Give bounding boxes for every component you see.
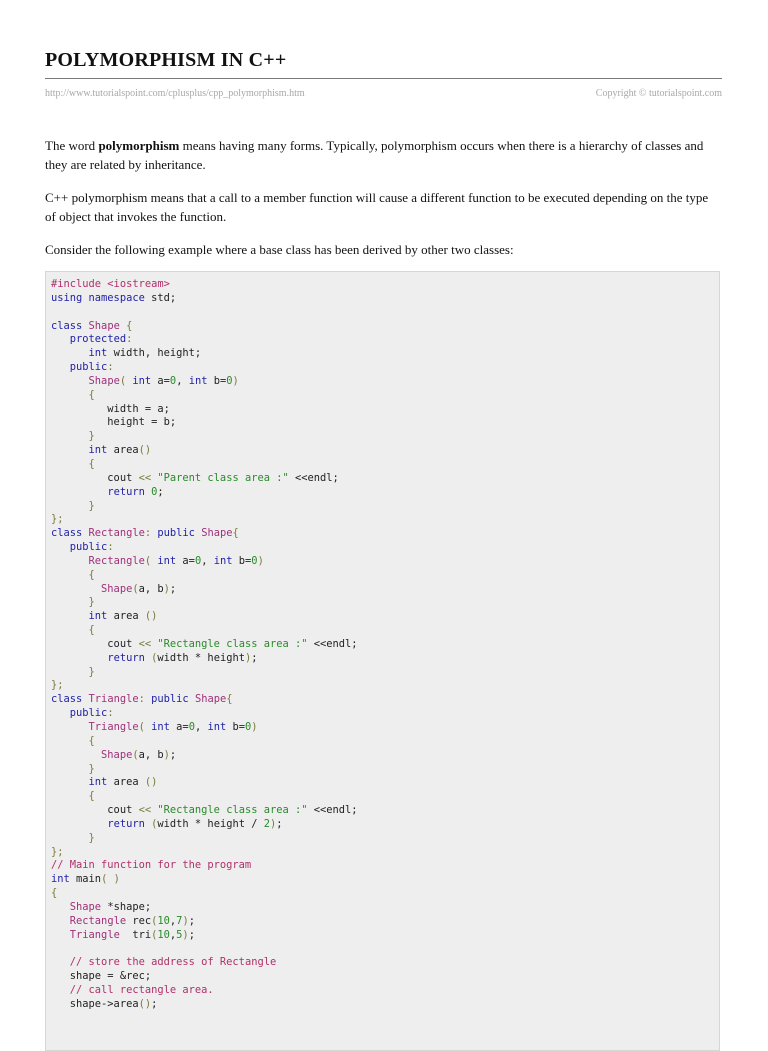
code-token [51, 430, 89, 442]
code-token: ( [101, 873, 108, 886]
code-token: () [144, 610, 158, 623]
code-token: width * height / [157, 817, 264, 830]
code-line [51, 513, 719, 527]
code-token: #include <iostream> [51, 278, 170, 290]
code-token: int [157, 554, 177, 567]
code-token: ; [151, 997, 158, 1010]
intro-text-after: means having many forms. Typically, polymorphism occurs when there is a hierarchy of classes and they are related by inheritance. [45, 138, 704, 172]
code-line [51, 915, 719, 929]
code-line [51, 652, 719, 666]
code-token: 0 [251, 554, 258, 567]
code-token: ) [251, 721, 258, 733]
code-token: protected [69, 333, 127, 346]
code-line [51, 763, 719, 777]
code-line [51, 846, 719, 860]
code-token: Triangle [88, 721, 139, 733]
code-token: } [88, 430, 95, 443]
code-line [51, 735, 719, 749]
code-token: int [88, 444, 108, 457]
code-line [51, 347, 719, 361]
code-token: , [169, 914, 177, 927]
code-token: rec [126, 914, 152, 927]
page-title: POLYMORPHISM IN C++ [45, 49, 287, 71]
code-token: 0 [169, 374, 177, 387]
code-line [51, 527, 719, 541]
code-token: ) [244, 651, 252, 664]
code-token: 0 [194, 554, 202, 567]
code-token: { [232, 527, 239, 540]
code-line [51, 943, 719, 957]
code-token: () [144, 776, 158, 789]
code-token: "Rectangle class area :" [157, 637, 308, 650]
code-token: cout [51, 804, 139, 817]
code-token: // call rectangle area. [69, 984, 214, 997]
code-token [51, 707, 70, 719]
code-line [51, 721, 719, 735]
code-token: shape->area [51, 997, 139, 1010]
code-token: Shape [194, 693, 227, 706]
code-token [51, 541, 70, 553]
code-line [51, 610, 719, 624]
code-token: ) [163, 582, 170, 595]
code-token: : [144, 527, 152, 540]
code-line [51, 929, 719, 943]
code-token: } [88, 499, 95, 512]
code-token: 0 [188, 721, 195, 733]
code-token: Rectangle [69, 914, 127, 927]
code-token: int [88, 610, 108, 623]
code-token: ; [169, 582, 177, 595]
code-token: *shape; [101, 900, 152, 913]
code-token: int [188, 374, 208, 387]
code-token [51, 776, 89, 788]
code-token [51, 763, 89, 775]
code-token [51, 458, 89, 470]
code-token: ; [169, 748, 177, 761]
source-url[interactable]: http://www.tutorialspoint.com/cplusplus/cpp_polymorphism.htm [45, 88, 305, 99]
code-token [51, 956, 70, 968]
code-line [51, 679, 719, 693]
code-token [51, 347, 89, 359]
code-token: , [194, 721, 208, 733]
code-token: <<endl; [307, 637, 358, 650]
code-token: ( [151, 817, 158, 830]
example-intro-paragraph: Consider the following example where a base class has been derived by other two classes: [45, 242, 514, 257]
code-token: { [88, 568, 95, 581]
code-token: ( [151, 928, 158, 941]
code-token: width * height [157, 651, 245, 664]
code-token: { [51, 887, 58, 900]
code-token: main [69, 873, 102, 886]
code-token: width = a; [51, 402, 170, 415]
code-token: a= [176, 554, 195, 567]
code-line [51, 583, 719, 597]
intro-text-before: The word [45, 138, 99, 153]
code-token: cout [51, 471, 139, 484]
code-token: , [201, 554, 214, 567]
code-token: }; [51, 513, 64, 526]
code-token: int [88, 347, 108, 360]
code-token: ( [132, 582, 139, 595]
code-token [51, 666, 89, 678]
code-token: : [107, 361, 114, 374]
code-line [51, 776, 719, 790]
code-token: Shape [88, 374, 120, 387]
code-token: ; [157, 485, 164, 498]
code-block [45, 271, 720, 1051]
code-line [51, 486, 719, 500]
intro-paragraph [45, 136, 722, 174]
code-token: { [88, 624, 95, 637]
code-token [51, 790, 89, 802]
code-token [51, 901, 70, 913]
code-token: Triangle [88, 693, 139, 706]
code-token: ; [251, 651, 258, 664]
code-token: // Main function for the program [51, 859, 252, 872]
code-token: << [138, 471, 152, 484]
code-token: : [107, 707, 114, 720]
code-token: { [88, 790, 95, 803]
code-line [51, 790, 719, 804]
code-token: , [176, 374, 189, 387]
code-token: a, b [138, 582, 164, 595]
code-token: : [126, 333, 133, 346]
code-line [51, 970, 719, 984]
code-token: public [69, 361, 108, 374]
code-line [51, 361, 719, 375]
code-line [51, 859, 719, 873]
code-token: << [138, 804, 152, 817]
code-token: () [138, 997, 152, 1010]
code-token: } [88, 596, 95, 609]
code-token: area [107, 776, 145, 789]
code-token [51, 749, 101, 761]
code-token: Rectangle [88, 527, 145, 540]
code-token: ) [232, 374, 239, 387]
code-token: int [213, 554, 233, 567]
code-line [51, 444, 719, 458]
code-token: return [107, 817, 145, 830]
code-token: height = b; [51, 416, 177, 429]
code-token [51, 735, 89, 747]
code-token: 10 [157, 928, 170, 941]
code-token: public [157, 527, 195, 540]
code-line [51, 638, 719, 652]
code-token: area [107, 610, 145, 623]
code-token: Shape [101, 582, 133, 595]
code-token [51, 389, 89, 401]
code-line [51, 333, 719, 347]
code-token: ( [151, 914, 158, 927]
code-token: 10 [157, 914, 170, 927]
code-token: 2 [263, 817, 271, 830]
code-token: int [88, 776, 108, 789]
code-line [51, 984, 719, 998]
code-token: <<endl; [307, 804, 358, 817]
code-token: public [151, 693, 189, 706]
code-token: ; [188, 928, 195, 941]
code-token: return [107, 651, 145, 664]
code-token: 0 [245, 721, 252, 733]
code-token: area [107, 444, 139, 457]
code-token [51, 500, 89, 512]
code-token: b= [207, 374, 227, 387]
code-token: b= [232, 554, 252, 567]
code-token [51, 984, 70, 996]
code-token [51, 596, 89, 608]
code-token [51, 333, 70, 345]
code-token: , [169, 928, 177, 941]
code-token [51, 818, 107, 830]
code-line [51, 500, 719, 514]
code-token: 7 [176, 914, 183, 927]
code-token: Shape [69, 900, 102, 913]
code-listing [46, 272, 719, 1012]
code-token: }; [51, 679, 64, 692]
code-token: () [138, 444, 152, 457]
code-token [51, 583, 101, 595]
code-token: : [107, 541, 114, 554]
code-token: class [51, 693, 83, 706]
code-token [51, 915, 70, 927]
code-token: // store the address of Rectangle [69, 956, 277, 969]
code-token [51, 652, 107, 664]
code-token: a= [169, 721, 189, 733]
code-token: ) [113, 873, 120, 886]
code-line [51, 458, 719, 472]
code-line [51, 666, 719, 680]
code-token [51, 444, 89, 456]
code-line [51, 306, 719, 320]
code-token: ; [276, 817, 283, 830]
code-token [51, 929, 70, 941]
code-token: }; [51, 845, 64, 858]
code-token: public [69, 541, 108, 554]
code-token [51, 555, 89, 567]
code-token [51, 721, 89, 733]
code-token: { [88, 457, 95, 470]
code-line [51, 416, 719, 430]
code-token [51, 624, 89, 636]
code-line [51, 804, 719, 818]
definition-paragraph: C++ polymorphism means that a call to a member function will cause a different function to be executed depending on the type of object that invokes the function. [45, 190, 709, 224]
code-token: 0 [226, 374, 233, 387]
code-token: : [138, 693, 145, 706]
code-line [51, 569, 719, 583]
code-token: width, height; [107, 347, 202, 360]
code-token [51, 832, 89, 844]
title-divider [45, 78, 722, 79]
code-token: ) [270, 817, 277, 830]
code-token [51, 486, 107, 498]
code-token [51, 375, 89, 387]
code-token: { [88, 388, 95, 401]
term-polymorphism: polymorphism [98, 138, 180, 153]
code-token: class [51, 319, 83, 332]
code-line [51, 818, 719, 832]
code-token: public [69, 707, 108, 720]
code-token: ( [132, 748, 139, 761]
code-line [51, 887, 719, 901]
code-token: { [126, 319, 133, 332]
code-token: ( [151, 651, 158, 664]
code-line [51, 403, 719, 417]
code-token: b= [226, 721, 246, 733]
code-line [51, 292, 719, 306]
code-line [51, 555, 719, 569]
code-line [51, 624, 719, 638]
code-token: "Parent class area :" [157, 471, 289, 484]
code-token: std; [144, 291, 177, 304]
code-line [51, 278, 719, 292]
code-line [51, 901, 719, 915]
code-line [51, 320, 719, 334]
code-line [51, 749, 719, 763]
code-token: cout [51, 637, 139, 650]
code-token: { [226, 693, 233, 706]
code-token [51, 361, 70, 373]
code-line [51, 389, 719, 403]
code-token: ( [119, 374, 127, 387]
code-token: Shape [201, 527, 233, 540]
code-token: ) [257, 554, 264, 567]
code-token: shape = &rec; [51, 970, 152, 983]
code-token: class [51, 527, 83, 540]
code-line [51, 832, 719, 846]
code-token [51, 610, 89, 622]
code-token: using namespace [51, 291, 145, 304]
code-line [51, 430, 719, 444]
code-token: ; [188, 914, 195, 927]
code-token: tri [119, 928, 152, 941]
code-token: } [88, 762, 95, 775]
code-token: Shape [101, 748, 133, 761]
code-token: a, b [138, 748, 164, 761]
code-token: ) [163, 748, 170, 761]
code-token: int [207, 721, 227, 733]
code-token: a= [151, 374, 170, 387]
code-token: return [107, 485, 145, 498]
code-token: { [88, 734, 95, 747]
code-line [51, 956, 719, 970]
code-line [51, 998, 719, 1012]
code-line [51, 707, 719, 721]
code-line [51, 541, 719, 555]
code-token: Rectangle [88, 554, 145, 567]
code-token: << [138, 637, 152, 650]
code-token: ) [182, 928, 189, 941]
code-token: Shape [88, 319, 120, 332]
code-line [51, 375, 719, 389]
code-token: ) [182, 914, 189, 927]
code-line [51, 693, 719, 707]
code-token: int [51, 873, 70, 886]
code-token: int [151, 721, 170, 733]
code-token: } [88, 831, 95, 844]
code-line [51, 873, 719, 887]
code-token: ( [138, 721, 145, 733]
code-token: ( [144, 554, 152, 567]
code-token: } [88, 665, 95, 678]
code-line [51, 596, 719, 610]
code-token: "Rectangle class area :" [157, 804, 308, 817]
copyright-notice: Copyright © tutorialspoint.com [595, 88, 722, 99]
code-line [51, 472, 719, 486]
code-token: Triangle [69, 928, 120, 941]
code-token: int [132, 374, 152, 387]
code-token: 0 [151, 485, 158, 498]
code-token: 5 [176, 928, 183, 941]
code-token: <<endl; [288, 471, 339, 484]
code-token [51, 569, 89, 581]
